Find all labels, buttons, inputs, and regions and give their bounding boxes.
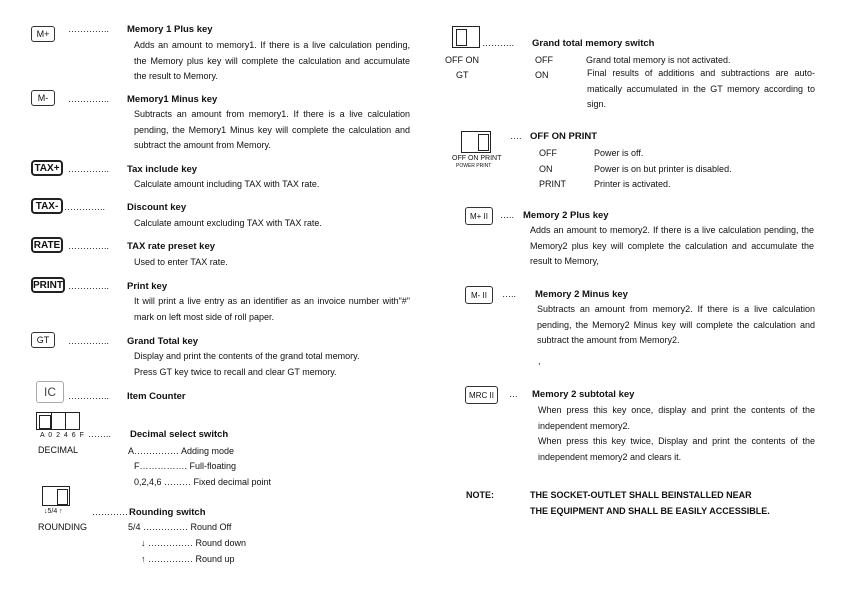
leader-dots: ……..	[88, 429, 112, 439]
leader-dots: …………..	[68, 241, 110, 251]
m2-minus-desc: Subtracts an amount from memory2. If there is a live calculation pending, the Memory2 Minus key will complete the calculation and subtract the amount from Memory2.	[537, 304, 815, 345]
decimal-switch	[36, 412, 80, 430]
switch-knob	[478, 134, 489, 151]
m-minus-title: Memory1 Minus key	[127, 94, 218, 105]
m-minus-key: M-	[31, 90, 55, 106]
decimal-title: Decimal select switch	[130, 429, 229, 440]
decimal-opt-f: F……………. Full-floating	[134, 461, 237, 471]
print-switch-sublabel: POWER PRINT	[456, 163, 492, 169]
leader-dots: …………..	[68, 336, 110, 346]
rounding-label: ROUNDING	[38, 522, 87, 532]
print-desc: It will print a live entry as an identifier as an invoice number with"#" mark on left most side of roll paper.	[134, 296, 410, 322]
switch-knob	[456, 29, 467, 46]
rounding-opt-3: ↑ …………… Round up	[141, 554, 235, 564]
tax-plus-desc: Calculate amount including TAX with TAX rate.	[134, 179, 320, 189]
leader-dots: …………..	[64, 202, 106, 212]
decimal-opt-a: A…………… Adding mode	[128, 446, 235, 456]
print-switch-off-desc: Power is off.	[594, 148, 644, 158]
print-switch-title: OFF ON PRINT	[530, 131, 598, 142]
leader-dots: …	[509, 389, 518, 399]
m-plus-title: Memory 1 Plus key	[127, 24, 213, 35]
print-switch-print-desc: Printer is activated.	[594, 179, 671, 189]
gt-switch-labels: OFF ON	[445, 55, 479, 65]
print-switch-print-key: PRINT	[539, 179, 566, 189]
rate-desc: Used to enter TAX rate.	[134, 257, 228, 267]
mrc2-title: Memory 2 subtotal key	[532, 389, 635, 400]
leader-dots: ….	[510, 131, 522, 141]
mrc2-key: MRC II	[465, 386, 498, 404]
m2-plus-title: Memory 2 Plus key	[523, 210, 609, 221]
print-switch-on-key: ON	[539, 164, 553, 174]
m-plus-desc: Adds an amount to memory1. If there is a live calculation pending, the Memory plus key will complete the calculation and accumulate the result to Memory.	[134, 40, 410, 81]
gt-switch-off-desc: Grand total memory is not activated.	[586, 55, 731, 65]
switch-knob	[57, 489, 68, 505]
rounding-title: Rounding switch	[129, 507, 206, 518]
gt-switch-off-key: OFF	[535, 55, 553, 65]
divider	[51, 413, 52, 429]
note-line-1: THE SOCKET-OUTLET SHALL BEINSTALLED NEAR	[530, 490, 752, 500]
gt-desc-1: Display and print the contents of the grand total memory.	[134, 351, 360, 361]
rounding-opt-1: 5/4 …………… Round Off	[128, 522, 232, 532]
note-label: NOTE:	[466, 490, 494, 500]
gt-switch-on-desc: Final results of additions and subtractions are auto-matically accumulated in the GT memory according to sign.	[587, 68, 815, 109]
leader-dots: …………..	[68, 24, 110, 34]
gt-switch-on-key: ON	[535, 70, 549, 80]
rate-key: RATE	[31, 237, 63, 253]
print-switch-off-key: OFF	[539, 148, 557, 158]
gt-switch-gt-label: GT	[456, 70, 469, 80]
rate-title: TAX rate preset key	[127, 241, 216, 252]
leader-dots: …………..	[68, 164, 110, 174]
print-switch-on-desc: Power is on but printer is disabled.	[594, 164, 732, 174]
print-switch-labels: OFF ON PRINT	[452, 155, 502, 162]
mrc2-desc-1: When press this key once, display and print the contents of the independent memory2.	[538, 405, 815, 431]
print-mode-switch	[461, 131, 491, 153]
gt-title: Grand Total key	[127, 336, 199, 347]
note-line-2: THE EQUIPMENT AND SHALL BE EASILY ACCESSIBLE.	[530, 506, 770, 516]
leader-dots: ………..	[482, 38, 515, 48]
leader-dots: …………..	[68, 94, 110, 104]
tax-plus-key: TAX+	[31, 160, 63, 176]
rounding-switch	[42, 486, 70, 506]
leader-dots: …………	[92, 507, 128, 517]
m-plus-key: M+	[31, 26, 55, 42]
decimal-opt-n: 0,2,4,6 ……… Fixed decimal point	[134, 477, 272, 487]
gt-key: GT	[31, 332, 55, 348]
m2-plus-key: M+ II	[465, 207, 493, 225]
m-minus-desc: Subtracts an amount from memory1. If there is a live calculation pending, the Memory1 Minus key will complete the calculation and subtract the amount from Memory.	[134, 109, 410, 150]
decimal-ticks: A 0 2 4 6 F	[40, 432, 85, 439]
tax-minus-desc: Calculate amount excluding TAX with TAX rate.	[134, 218, 322, 228]
leader-dots: …………..	[68, 391, 110, 401]
leader-dots: …..	[502, 289, 517, 299]
rounding-ticks: ↓5/4 ↑	[44, 508, 63, 515]
m2-minus-title: Memory 2 Minus key	[535, 289, 628, 300]
decimal-label: DECIMAL	[38, 445, 79, 455]
m2-minus-mark: ,	[538, 356, 541, 366]
tax-minus-title: Discount key	[127, 202, 187, 213]
gt-switch-title: Grand total memory switch	[532, 38, 655, 49]
leader-dots: …………..	[68, 281, 110, 291]
leader-dots: …..	[500, 210, 515, 220]
mrc2-desc-2: When press this key twice, Display and print the contents of the independent memory2 and clears it.	[538, 436, 815, 462]
ic-title: Item Counter	[127, 391, 186, 402]
gt-desc-2: Press GT key twice to recall and clear GT memory.	[134, 367, 337, 377]
rounding-opt-2: ↓ …………… Round down	[141, 538, 247, 548]
tax-minus-key: TAX-	[31, 198, 63, 214]
m2-plus-desc: Adds an amount to memory2. If there is a live calculation pending, the Memory2 plus key will complete the calculation and accumulate the result to Memory,	[530, 225, 814, 266]
ic-key: IC	[36, 381, 64, 403]
gt-memory-switch	[452, 26, 480, 48]
print-title: Print key	[127, 281, 168, 292]
divider	[65, 413, 66, 429]
m2-minus-key: M- II	[465, 286, 493, 304]
tax-plus-title: Tax include key	[127, 164, 198, 175]
print-key: PRINT	[31, 277, 65, 293]
switch-knob	[39, 415, 51, 429]
